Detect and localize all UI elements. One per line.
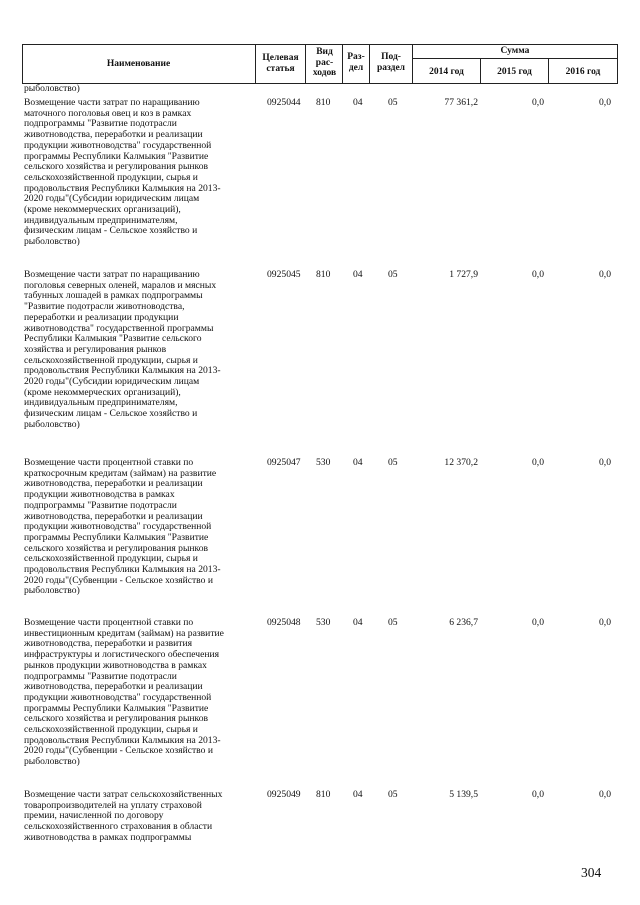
header-target: Целевая статья [262,53,299,74]
row-2016: 0,0 [599,457,611,468]
row-2016: 0,0 [599,617,611,628]
row-section: 04 [353,789,363,800]
header-top-line [22,44,618,45]
header-2014: 2014 год [429,67,464,77]
header-vline [342,44,343,84]
header-expense-type: Вид рас- ходов [312,47,337,78]
row-section: 04 [353,457,363,468]
row-subsection: 05 [388,457,398,468]
row-2014: 77 361,2 [444,97,478,108]
page-number: 304 [581,865,602,880]
header-2015: 2015 год [497,67,532,77]
row-name: Возмещение части затрат сельскохозяйственных товаропроизводителей на уплату страховой премии, начисленной по договору сельскохозяйственного страхования в области животноводства в рамках подпрограммы [24,789,223,843]
row-target: 0925044 [267,97,301,108]
row-target: 0925049 [267,789,301,800]
header-vline [255,44,256,84]
row-target: 0925045 [267,269,301,280]
row-2016: 0,0 [599,97,611,108]
row-2015: 0,0 [532,789,544,800]
continuation-text: рыболовство) [24,83,80,94]
row-2014: 12 370,2 [444,457,478,468]
row-section: 04 [353,97,363,108]
row-subsection: 05 [388,269,398,280]
row-name: Возмещение части затрат по наращиванию поголовья северных оленей, маралов и мясных табунных лошадей в рамках подпрограммы "Развитие подотрасли животноводства, переработки и реализации продукции животноводства" государственной программы Республики Калмыкия "Развитие сельского хозяйства и регулирования рынков сельскохозяйственной продукции, сырья и продовольствия Республики Калмыкия на 2013- 2020 годы"(Субсидии юридическим лицам (кроме некоммерческих организаций), индивидуальным предпринимателям, физическим лицам - Сельское хозяйство и рыболовство) [24,269,221,430]
header-vline [305,44,306,84]
row-expense: 810 [316,97,331,108]
row-2015: 0,0 [532,97,544,108]
row-2015: 0,0 [532,457,544,468]
row-section: 04 [353,269,363,280]
row-2014: 1 727,9 [449,269,478,280]
row-name: Возмещение части затрат по наращиванию маточного поголовья овец и коз в рамках подпрограммы "Развитие подотрасли животноводства, переработки и реализации продукции животноводства" государственной программы Республики Калмыкия "Развитие сельского хозяйства и регулирования рынков сельскохозяйственной продукции, сырья и продовольствия Республики Калмыкия на 2013- 2020 годы"(Субсидии юридическим лицам (кроме некоммерческих организаций), индивидуальным предпринимателям, физическим лицам - Сельское хозяйство и рыболовство) [24,97,221,248]
row-2015: 0,0 [532,617,544,628]
row-name: Возмещение части процентной ставки по инвестиционным кредитам (займам) на развитие животноводства, переработки и развития инфраструктуры и логистического обеспечения рынков продукции животноводства в рамках подпрограммы "Развитие подотрасли животноводства, переработки и реализации продукции животноводства" государственной программы Республики Калмыкия "Развитие сельского хозяйства и регулирования рынков сельскохозяйственной продукции, сырья и продовольствия Республики Калмыкия на 2013- 2020 годы"(Субвенции - Сельское хозяйство и рыболовство) [24,617,224,768]
row-2016: 0,0 [599,269,611,280]
sum-divider-line [412,58,618,59]
table-header [22,44,618,84]
header-subsection: Под- раздел [376,52,406,73]
row-2015: 0,0 [532,269,544,280]
row-2014: 6 236,7 [449,617,478,628]
row-name: Возмещение части процентной ставки по краткосрочным кредитам (займам) на развитие животноводства, переработки и реализации продукции животноводства в рамках подпрограммы "Развитие подотрасли животноводства, переработки и реализации продукции животноводства" государственной программы Республики Калмыкия "Развитие сельского хозяйства и регулирования рынков сельскохозяйственной продукции, сырья и продовольствия Республики Калмыкия на 2013- 2020 годы"(Субвенции - Сельское хозяйство и рыболовство) [24,457,221,597]
row-subsection: 05 [388,97,398,108]
row-expense: 810 [316,789,331,800]
header-sum: Сумма [500,46,530,56]
header-2016: 2016 год [565,67,601,77]
header-name: Наименование [106,59,171,69]
row-expense: 530 [316,617,331,628]
row-target: 0925047 [267,457,301,468]
row-2016: 0,0 [599,789,611,800]
header-bottom-line [22,83,618,84]
row-subsection: 05 [388,789,398,800]
header-vline [369,44,370,84]
row-section: 04 [353,617,363,628]
row-expense: 810 [316,269,331,280]
row-expense: 530 [316,457,331,468]
row-2014: 5 139,5 [449,789,478,800]
row-target: 0925048 [267,617,301,628]
header-section: Раз- дел [347,52,365,73]
row-subsection: 05 [388,617,398,628]
